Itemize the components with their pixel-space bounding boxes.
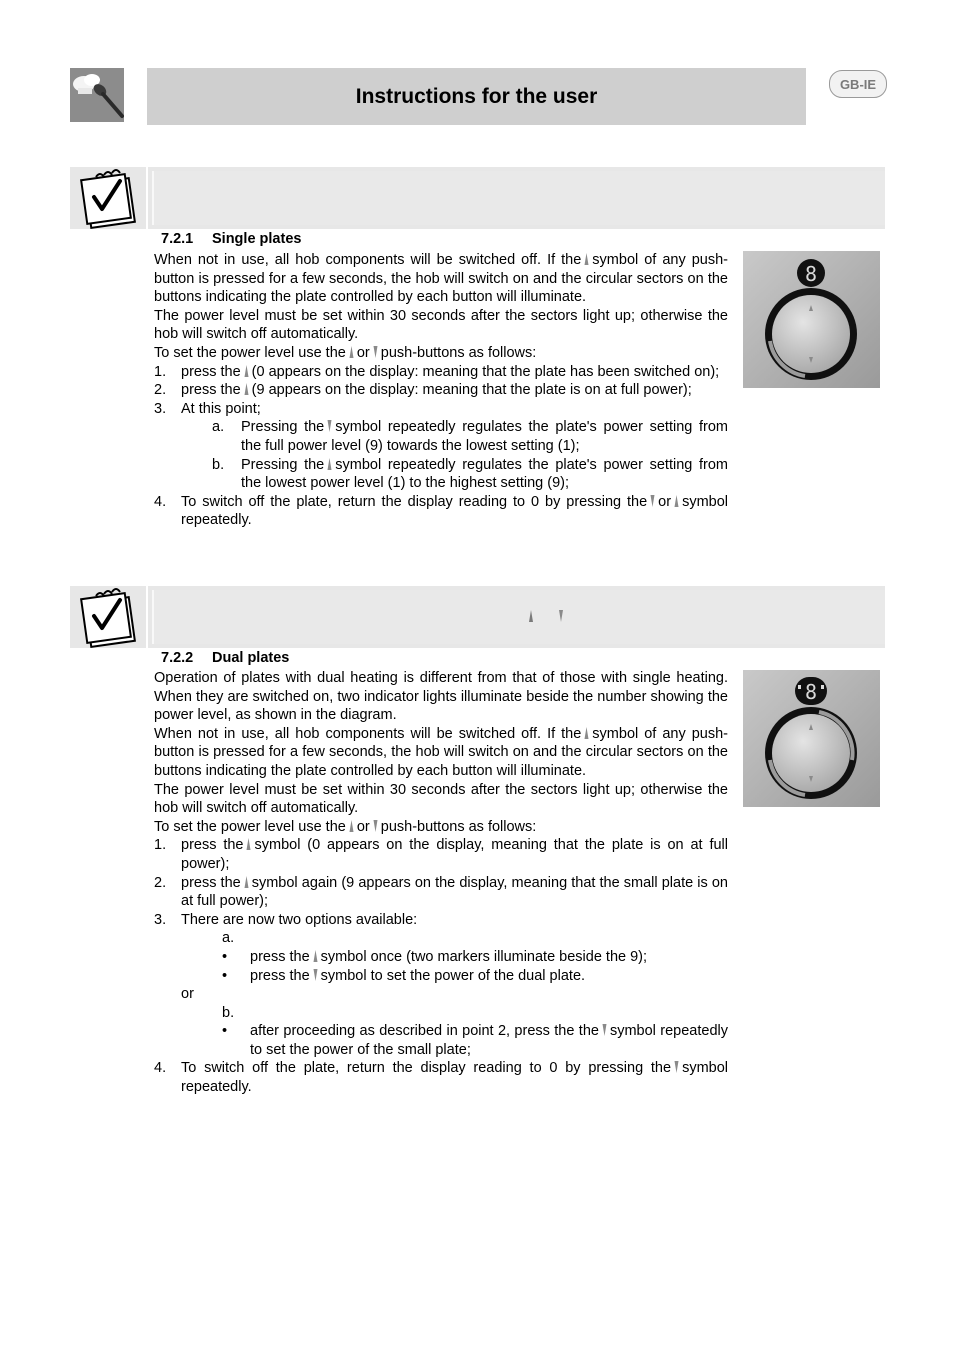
- section-number: 7.2.2: [161, 650, 194, 666]
- list-item: 4. To switch off the plate, return the display reading to 0 by pressing the symbol repeatedly.: [154, 1060, 728, 1096]
- down-arrow-symbol-icon: [372, 820, 379, 832]
- up-arrow-symbol-icon: [348, 820, 355, 832]
- bullet-item: • after proceeding as described in point 2, press the the symbol repeatedly to set the power of the small plate;: [222, 1023, 728, 1058]
- list-item: 1. press the (0 appears on the display: meaning that the plate has been switched on);: [154, 363, 720, 380]
- paragraph: When not in use, all hob components will be switched off. If the symbol of any push-button is pressed for a few seconds, the hob will switch on and the circular sectors on the buttons indicating the plate controlled by each button will illuminate.: [154, 252, 728, 306]
- page-header-bar: [147, 68, 806, 125]
- section-heading-single-plates: [161, 231, 301, 247]
- note-bar: [148, 167, 885, 229]
- up-down-symbols-icon: [527, 610, 567, 622]
- display-digit: 8: [804, 262, 818, 286]
- section-number: 7.2.1: [161, 231, 194, 247]
- list-item: 4. To switch off the plate, return the display reading to 0 by pressing the or symbol repeatedly.: [154, 493, 728, 529]
- up-arrow-symbol-icon: [245, 838, 252, 850]
- single-plates-text: [154, 251, 728, 530]
- display-digit: 8: [804, 680, 818, 704]
- note-icon-box: [70, 167, 146, 229]
- option-label: b.: [222, 1004, 235, 1021]
- list-item: 3. There are now two options available:: [154, 911, 418, 928]
- list-item: 3. At this point;: [154, 400, 261, 417]
- up-arrow-symbol-icon: [243, 383, 250, 395]
- chef-spoon-logo-icon: [70, 68, 124, 122]
- dual-plate-control-diagram: [743, 670, 880, 807]
- down-arrow-symbol-icon: [312, 969, 319, 981]
- down-arrow-symbol-icon: [326, 420, 333, 432]
- down-arrow-symbol-icon: [601, 1024, 608, 1036]
- up-arrow-symbol-icon: [583, 253, 590, 265]
- list-item: 1. press the symbol (0 appears on the display, meaning that the plate is on at full power);: [154, 837, 728, 872]
- language-badge: GB-IE: [829, 70, 887, 98]
- section-title: Single plates: [212, 231, 302, 247]
- paragraph: Operation of plates with dual heating is different from that of those with single heating. When they are switched on, two indicator lights illuminate beside the number showing the power level, as shown in the diagram.: [154, 670, 728, 724]
- paragraph: To set the power level use the or push-buttons as follows:: [154, 344, 537, 361]
- section-title: Dual plates: [212, 650, 290, 666]
- note-icon-box: [70, 586, 146, 648]
- single-plate-control-diagram: [743, 251, 880, 388]
- up-arrow-symbol-icon: [243, 365, 250, 377]
- up-arrow-symbol-icon: [673, 495, 680, 507]
- option-label: a.: [222, 930, 235, 947]
- sub-list-item: b. Pressing the symbol repeatedly regulates the plate's power setting from the lowest power level (1) to the highest setting (9);: [212, 456, 728, 492]
- list-item: 2. press the symbol again (9 appears on the display, meaning that the small plate is on at full power);: [154, 874, 728, 910]
- paragraph: The power level must be set within 30 seconds after the sectors light up; otherwise the hob will switch off automatically.: [154, 781, 728, 817]
- up-arrow-symbol-icon: [326, 458, 333, 470]
- up-arrow-symbol-icon: [243, 876, 250, 888]
- bullet-item: • press the symbol once (two markers illuminate beside the 9);: [222, 948, 648, 965]
- note-bar: [148, 586, 885, 648]
- up-arrow-symbol-icon: [312, 950, 319, 962]
- sub-list-item: a. Pressing the symbol repeatedly regulates the plate's power setting from the full power level (9) towards the lowest setting (1);: [212, 419, 728, 454]
- paragraph: The power level must be set within 30 seconds after the sectors light up; otherwise the hob will switch off automatically.: [154, 307, 728, 343]
- notepad-check-icon: [70, 586, 146, 648]
- paragraph: To set the power level use the or push-buttons as follows:: [154, 818, 537, 835]
- up-arrow-symbol-icon: [583, 727, 590, 739]
- down-arrow-symbol-icon: [673, 1061, 680, 1073]
- list-item: 2. press the (9 appears on the display: meaning that the plate is on at full power);: [154, 382, 692, 399]
- paragraph: When not in use, all hob components will be switched off. If the symbol of any push-button is pressed for a few seconds, the hob will switch on and the circular sectors on the buttons indicating the plate controlled by each button will illuminate.: [154, 725, 728, 779]
- page-title: Instructions for the user: [355, 84, 598, 108]
- section-heading-dual-plates: [161, 650, 289, 666]
- down-arrow-symbol-icon: [649, 495, 656, 507]
- or-label: or: [181, 986, 194, 1003]
- down-arrow-symbol-icon: [372, 346, 379, 358]
- notepad-check-icon: [70, 167, 146, 229]
- bullet-item: • press the symbol to set the power of the dual plate.: [222, 967, 586, 984]
- up-arrow-symbol-icon: [348, 346, 355, 358]
- dual-plates-text: [154, 669, 728, 1097]
